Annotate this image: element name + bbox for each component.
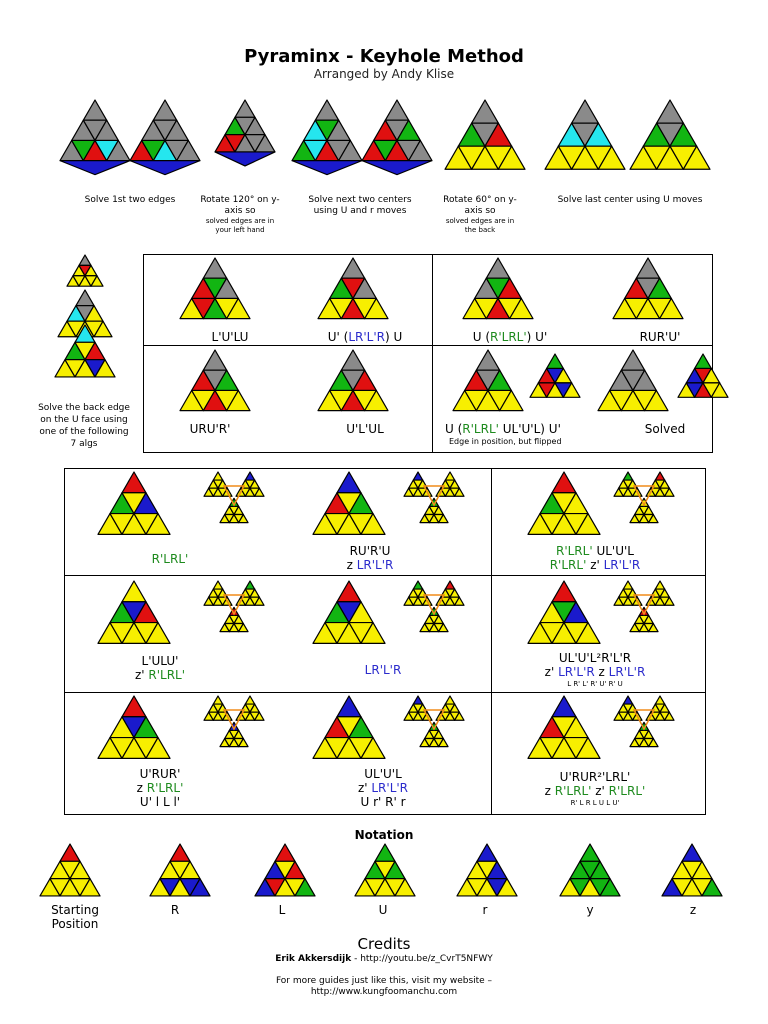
case-1-pyraminx [180, 258, 250, 319]
notation-label-r-lower: r [482, 903, 488, 917]
credits-title: Credits [357, 935, 411, 953]
ll-6-alg-a: UL'U'L²R'L'R [558, 651, 632, 665]
sticker [60, 844, 80, 861]
sticker [655, 696, 664, 704]
notation-z-pyraminx [662, 844, 722, 896]
back-edge-caption: Solve the back edge on the U face using one of the following 7 algs [38, 403, 130, 449]
notation-r-lower-pyraminx [457, 844, 517, 896]
bottom-face [362, 161, 432, 175]
steps-illustrations [40, 95, 730, 195]
sticker [385, 100, 408, 120]
sticker [235, 100, 255, 117]
notation-u-pyraminx [355, 844, 415, 896]
ll-9-tiny: R' L R L U L U' [570, 799, 620, 807]
notation-label-r: R [170, 903, 180, 917]
sticker [486, 258, 509, 278]
case-4-pyraminx [613, 258, 683, 319]
page-title: Pyraminx - Keyhole Method [244, 46, 524, 67]
sticker [203, 350, 226, 370]
step-3-pyraminx-b [362, 100, 432, 161]
step-3-pyraminx-a [292, 100, 362, 161]
case-8-side-view [678, 354, 728, 397]
sticker [337, 696, 361, 717]
credits-website-link[interactable]: http://www.kungfoomanchu.com [310, 987, 458, 997]
ll-1-alg: R'LRL' [151, 552, 189, 566]
sticker [445, 581, 454, 589]
case-5-pyraminx [180, 350, 250, 411]
sticker [153, 100, 176, 120]
step-1-pyraminx-a [60, 100, 130, 161]
sticker [623, 581, 632, 589]
bottom-face [60, 161, 130, 175]
ll-9-alg-a: U'RUR²'LRL' [559, 770, 631, 784]
step-2-caption: Rotate 120° on y-axis so solved edges are in your left hand [200, 195, 280, 234]
sticker [315, 100, 338, 120]
sticker [413, 581, 422, 589]
ll-4-alg-a: L'ULU' [141, 654, 179, 668]
ll-6-tiny: L R' L' R' U' R' U [567, 680, 623, 688]
sticker [657, 100, 684, 123]
ll-3-top-bottom [630, 498, 658, 522]
sticker [547, 354, 564, 368]
ll-1-pyraminx [98, 472, 170, 534]
sticker [580, 844, 600, 861]
case-1-alg: L'U'LU [211, 330, 249, 344]
sticker [122, 696, 146, 717]
ll-3-alg-b: R'LRL' z' LR'L'R [549, 558, 641, 572]
case-7-pyraminx [453, 350, 523, 411]
sticker [375, 844, 395, 861]
sticker [445, 696, 454, 704]
case-8-alg: Solved [644, 422, 686, 436]
ll-9-top-bottom [630, 722, 658, 746]
sticker [76, 290, 94, 306]
credits-author-line: Erik Akkersdijk - http://youtu.be/z_CvrT5NFWY [275, 954, 493, 964]
notation-r-pyraminx [150, 844, 210, 896]
ll-9-pyraminx [528, 696, 600, 758]
step-5-pyraminx-a [545, 100, 625, 169]
sticker [341, 350, 364, 370]
notation-illustrations [40, 842, 730, 902]
case-2-pyraminx [318, 258, 388, 319]
ll-5-pyraminx [313, 581, 385, 643]
sticker [655, 472, 664, 480]
ll-7-pyraminx [98, 696, 170, 758]
ll-7-alg-b: z R'LRL' [136, 781, 184, 795]
bottom-face [130, 161, 200, 175]
notation-y-pyraminx [560, 844, 620, 896]
case-3-alg: U (R'LRL') U' [472, 330, 548, 344]
case-7-note: Edge in position, but flipped [449, 437, 562, 446]
bottom-face [292, 161, 362, 175]
case-7-alg: U (R'LRL' UL'U'L) U' [445, 422, 561, 436]
step-3-caption: Solve next two centers using U and r moves [308, 195, 412, 216]
case-4-alg: RUR'U' [639, 330, 681, 344]
sticker [245, 696, 254, 704]
sticker [170, 844, 190, 861]
ll-3-alg-a: R'LRL' UL'U'L [555, 544, 634, 558]
sticker [572, 100, 599, 123]
sticker [445, 472, 454, 480]
case-7-side-view [530, 354, 580, 397]
notation-label-u: U [378, 903, 388, 917]
ll-7-alg-c: U' l L l' [139, 795, 181, 809]
sticker [552, 696, 576, 717]
last-layer-cases-svg [64, 468, 706, 815]
notation-label-z: z [689, 903, 697, 917]
notation-label-y: y [586, 903, 594, 917]
case-2-alg: U' (LR'L'R) U [327, 330, 403, 344]
sticker [636, 258, 659, 278]
sticker [472, 100, 499, 123]
sticker [213, 472, 222, 480]
notation-start-pyraminx [40, 844, 100, 896]
ll-2-top-bottom [420, 498, 448, 522]
bottom-face [215, 152, 275, 166]
sticker [337, 581, 361, 602]
ll-5-alg: LR'L'R [364, 663, 402, 677]
sticker [477, 844, 497, 861]
ll-4-top-bottom [220, 607, 248, 631]
sticker [476, 350, 499, 370]
sticker [79, 255, 91, 265]
sticker [695, 354, 712, 368]
notation-label-start: Starting Position [51, 903, 99, 931]
sticker [623, 472, 632, 480]
sticker [552, 472, 576, 493]
ll-2-pyraminx [313, 472, 385, 534]
sticker [655, 581, 664, 589]
sticker [245, 472, 254, 480]
case-6-pyraminx [318, 350, 388, 411]
step-5-pyraminx-b [630, 100, 710, 169]
sticker [413, 472, 422, 480]
ll-9-alg-b: z R'LRL' z' R'LRL' [544, 784, 646, 798]
back-edge-illustration [45, 255, 125, 405]
ll-6-alg-b: z' LR'L'R z LR'L'R [544, 665, 646, 679]
ll-8-alg-a: UL'U'L [364, 767, 402, 781]
notation-label-l: L [278, 903, 286, 917]
ll-6-pyraminx [528, 581, 600, 643]
ll-2-alg-a: RU'R'U [349, 544, 391, 558]
sticker [341, 258, 364, 278]
step-5-caption: Solve last center using U moves [557, 195, 703, 205]
case-3-pyraminx [463, 258, 533, 319]
case-8-pyraminx [598, 350, 668, 411]
sticker [213, 581, 222, 589]
sticker [122, 581, 146, 602]
page-subtitle: Arranged by Andy Klise [313, 67, 455, 81]
sticker [122, 472, 146, 493]
ll-4-alg-b: z' R'LRL' [134, 668, 186, 682]
ll-8-alg-b: z' LR'L'R [357, 781, 409, 795]
step-4-caption: Rotate 60° on y-axis so solved edges are in the back [443, 195, 517, 234]
sticker [203, 258, 226, 278]
ll-2-alg-b: z LR'L'R [346, 558, 394, 572]
ll-4-pyraminx [98, 581, 170, 643]
ll-5-top-bottom [420, 607, 448, 631]
sticker [213, 696, 222, 704]
sticker [275, 844, 295, 861]
sticker [682, 844, 702, 861]
ll-8-top-bottom [420, 722, 448, 746]
ll-8-pyraminx [313, 696, 385, 758]
sticker [623, 696, 632, 704]
back-edge-small-pyraminx [67, 255, 103, 286]
sticker [83, 100, 106, 120]
ll-3-pyraminx [528, 472, 600, 534]
ll-7-top-bottom [220, 722, 248, 746]
step-4-pyraminx [445, 100, 525, 169]
case-6-alg: U'L'UL [346, 422, 384, 436]
credits-website-line: For more guides just like this, visit my website – [275, 976, 493, 986]
step-1-pyraminx-b [130, 100, 200, 161]
ll-1-top-bottom [220, 498, 248, 522]
notation-l-pyraminx [255, 844, 315, 896]
sticker [337, 472, 361, 493]
ll-6-top-bottom [630, 607, 658, 631]
case-5-alg: URU'R' [189, 422, 231, 436]
step-2-pyraminx [215, 100, 275, 152]
ll-7-alg-a: U'RUR' [139, 767, 181, 781]
sticker [621, 350, 644, 370]
sticker [245, 581, 254, 589]
ll-8-alg-c: U r' R' r [360, 795, 406, 809]
sticker [552, 581, 576, 602]
step-1-caption: Solve 1st two edges [84, 195, 176, 205]
sticker [413, 696, 422, 704]
notation-title: Notation [354, 828, 414, 842]
